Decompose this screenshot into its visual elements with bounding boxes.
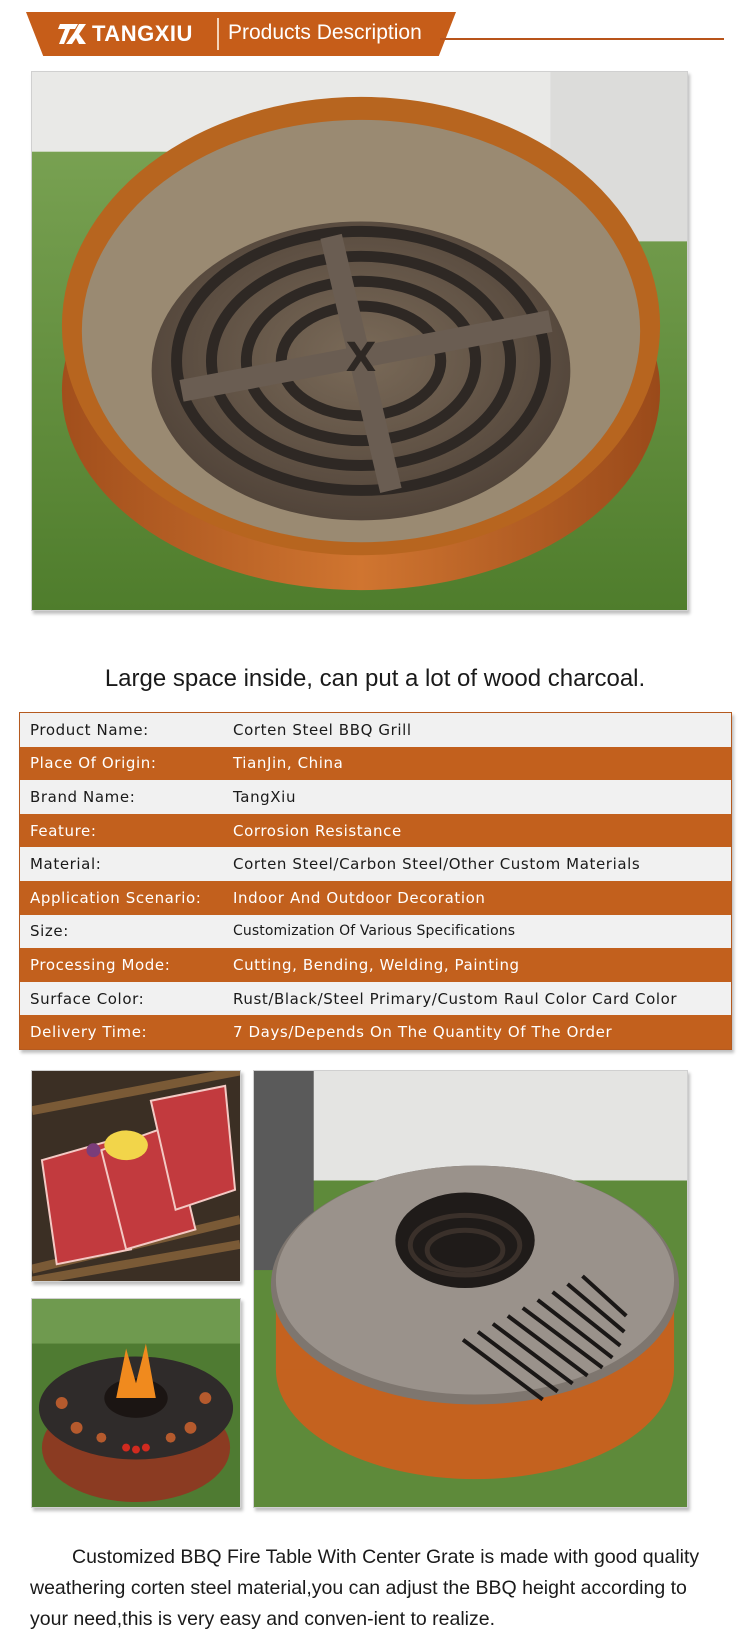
- spec-key: Application Scenario:: [30, 888, 202, 907]
- spec-key: Surface Color:: [30, 989, 145, 1008]
- banner-divider-line: [440, 38, 724, 40]
- spec-row-application-scenario: [20, 881, 731, 915]
- spec-key: Brand Name:: [30, 787, 136, 806]
- brand-logo: [58, 20, 193, 48]
- spec-value: Corten Steel BBQ Grill: [233, 720, 412, 739]
- spec-row-surface-color: [20, 982, 731, 1016]
- spec-value: Corrosion Resistance: [233, 821, 402, 840]
- grill-cooking-photo: [31, 1298, 241, 1508]
- spec-row-feature: [20, 814, 731, 848]
- spec-value: Corten Steel/Carbon Steel/Other Custom Materials: [233, 855, 641, 874]
- spec-key: Product Name:: [30, 720, 149, 739]
- spec-value: Indoor And Outdoor Decoration: [233, 888, 486, 907]
- bowl-fire-pit-photo: [31, 71, 688, 611]
- spec-key: Feature:: [30, 821, 97, 840]
- spec-key: Material:: [30, 855, 102, 874]
- spec-value: Cutting, Bending, Welding, Painting: [233, 955, 520, 974]
- spec-value: Rust/Black/Steel Primary/Custom Raul Color Card Color: [233, 989, 678, 1008]
- spec-row-size: [20, 915, 731, 949]
- spec-table: [19, 712, 732, 1050]
- spec-row-processing-mode: [20, 948, 731, 982]
- product-description: Customized BBQ Fire Table With Center Grate is made with good quality weathering corten steel material,you can adjust the BBQ height according to your need,this is very easy and conven-ient to realize.: [30, 1546, 700, 1630]
- spec-row-material: [20, 847, 731, 881]
- spec-value: TianJin, China: [233, 754, 344, 773]
- header-banner: [0, 12, 750, 56]
- svg-text:X: X: [345, 334, 377, 381]
- spec-row-delivery-time: [20, 1015, 731, 1049]
- spec-key: Delivery Time:: [30, 1023, 148, 1042]
- spec-row-brand-name: [20, 780, 731, 814]
- brand-name: TANGXIU: [92, 21, 193, 46]
- raw-beef-photo: [31, 1070, 241, 1282]
- caption-text: Large space inside, can put a lot of wood charcoal.: [104, 665, 646, 692]
- spec-value: 7 Days/Depends On The Quantity Of The Order: [233, 1023, 613, 1042]
- section-title: Products Description: [228, 21, 422, 44]
- spec-key: Size:: [30, 922, 69, 941]
- tx-logo-icon: [58, 21, 88, 47]
- banner-separator: [217, 18, 219, 50]
- spec-key: Processing Mode:: [30, 955, 171, 974]
- spec-key: Place Of Origin:: [30, 754, 157, 773]
- spec-value: TangXiu: [233, 787, 297, 806]
- spec-value: Customization Of Various Specifications: [233, 923, 516, 940]
- fire-table-photo: [253, 1070, 688, 1508]
- spec-row-product-name: [20, 713, 731, 747]
- spec-row-place-of-origin: [20, 747, 731, 781]
